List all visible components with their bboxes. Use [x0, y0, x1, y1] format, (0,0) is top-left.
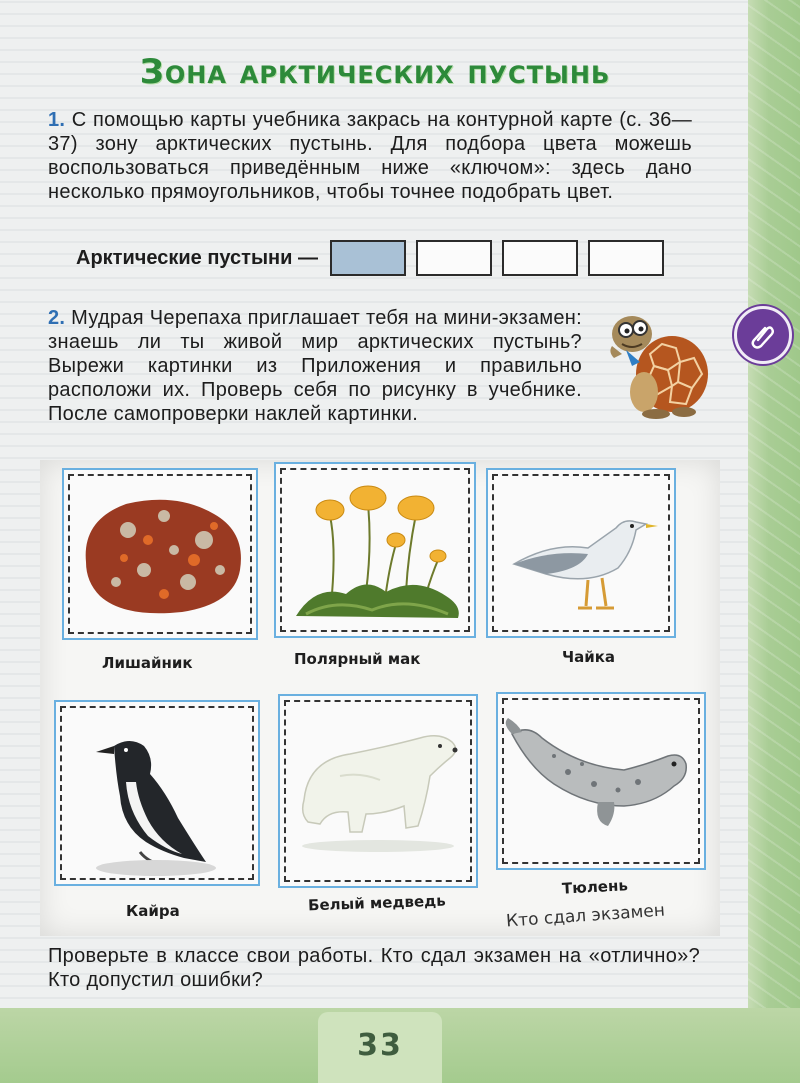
card-caption: Лишайник — [102, 654, 193, 672]
green-margin — [748, 0, 800, 1083]
lichen-icon — [64, 470, 256, 638]
seal-icon — [498, 694, 704, 868]
polar-bear-icon — [280, 696, 476, 886]
cards-photo — [40, 460, 720, 936]
task-1-text: С помощью карты учебника закрась на контурной карте (с. 36—37) зону арктических пустынь. Для подбора цвета можешь воспользоваться приведённым ниже «ключом»: здесь дано несколько прямоугольников, чтобы точнее подобрать цвет. — [48, 109, 692, 203]
color-key — [76, 240, 674, 276]
color-key-label: Арктические пустыни — — [76, 246, 318, 269]
color-swatch-4[interactable] — [588, 240, 664, 276]
color-swatch-1[interactable] — [330, 240, 406, 276]
color-swatch-3[interactable] — [502, 240, 578, 276]
card-seal — [496, 692, 706, 870]
turtle-mascot-icon — [606, 304, 710, 420]
card-polar-poppy — [274, 462, 476, 638]
gull-icon — [488, 470, 674, 636]
card-caption: Белый медведь — [307, 891, 446, 915]
card-gull — [486, 468, 676, 638]
task-2-text: Мудрая Черепаха приглашает тебя на мини-экзамен: знаешь ли ты живой мир арктических пустынь? Вырежи картинки из Приложения и правильно расположи их. Проверь себя по рисунку в учебнике. После самопроверки наклей картинки. — [48, 307, 582, 425]
task-2 — [48, 306, 582, 426]
final-question: Проверьте в классе свои работы. Кто сдал экзамен на «отлично»? Кто допустил ошибки? — [48, 945, 700, 991]
card-caption: Чайка — [562, 648, 616, 666]
card-caption: Тюлень — [561, 876, 629, 898]
color-swatch-2[interactable] — [416, 240, 492, 276]
card-polar-bear — [278, 694, 478, 888]
task-1-number: 1. — [48, 109, 66, 131]
page-number: 33 — [357, 1028, 403, 1063]
paperclip-icon — [734, 306, 792, 364]
card-caption: Полярный мак — [294, 650, 421, 668]
cut-off-text: Кто сдал экзамен — [505, 900, 666, 932]
card-caption: Кайра — [126, 902, 180, 920]
card-lichen — [62, 468, 258, 640]
task-1 — [48, 108, 692, 204]
poppy-icon — [276, 464, 474, 636]
page-title: Зона арктических пустынь — [139, 52, 611, 92]
card-guillemot — [54, 700, 260, 886]
task-2-number: 2. — [48, 307, 66, 329]
guillemot-icon — [56, 702, 258, 884]
